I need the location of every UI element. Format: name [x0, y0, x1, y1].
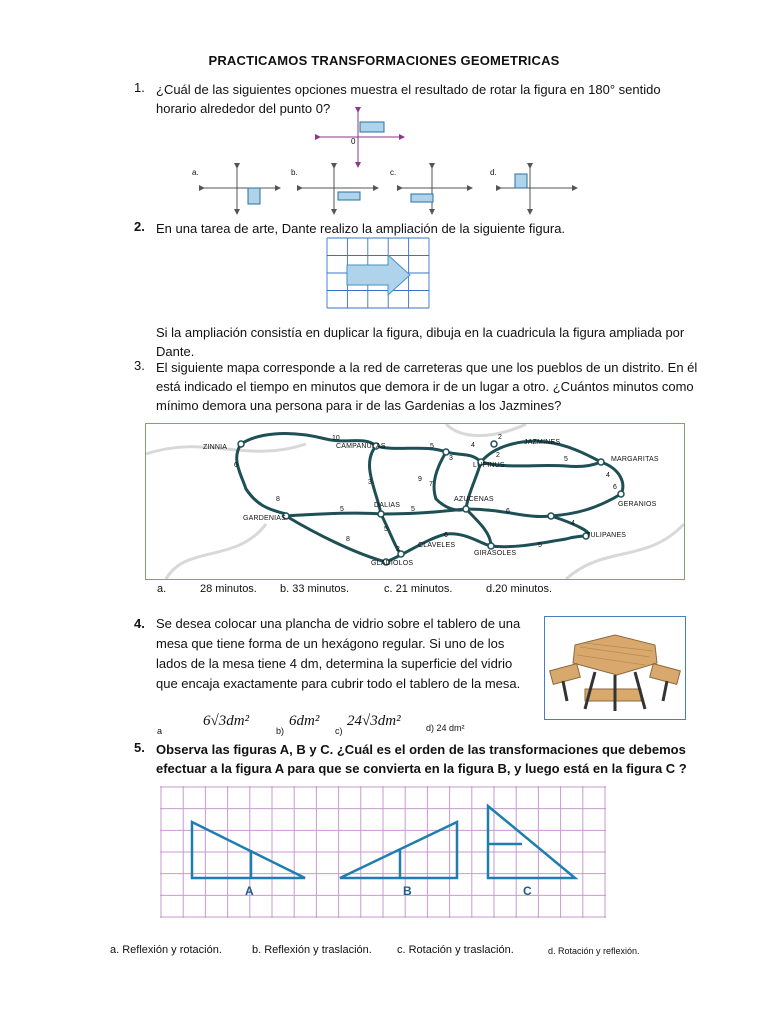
map-place-claveles: CLAVELES: [418, 542, 456, 549]
q5-option-c[interactable]: c. Rotación y traslación.: [397, 944, 514, 956]
q1-option-a-figure: [202, 166, 278, 212]
figure-c-triangle: [488, 806, 575, 878]
q3-number: 3.: [134, 358, 145, 373]
map-time: 8: [346, 536, 350, 543]
map-time: 5: [430, 443, 434, 450]
map-time: 3: [449, 455, 453, 462]
map-time: 5: [538, 542, 542, 549]
map-time: 4: [471, 442, 475, 449]
map-place-campanulas: CAMPANULAS: [336, 443, 386, 450]
q4-option-a[interactable]: a: [157, 726, 163, 736]
q5-number: 5.: [134, 740, 145, 755]
q2-number: 2.: [134, 219, 145, 234]
q4-option-b-value[interactable]: 6dm²: [289, 713, 320, 729]
map-time: 6: [613, 484, 617, 491]
q2-text: En una tarea de arte, Dante realizo la ampliación de la siguiente figura.: [156, 221, 566, 236]
q4-option-a-value[interactable]: 6√3dm²: [203, 713, 250, 729]
page-title: PRACTICAMOS TRANSFORMACIONES GEOMETRICAS: [208, 53, 560, 68]
q1-option-d-figure: [499, 166, 575, 212]
q4-option-c[interactable]: c): [335, 726, 343, 736]
figure-b-label: B: [403, 884, 412, 898]
map-time: 7: [429, 481, 433, 488]
map-time: 9: [418, 476, 422, 483]
map-place-geranios: GERANIOS: [618, 501, 657, 508]
map-time: 6: [234, 462, 238, 469]
map-place-jazmines: JAZMINES: [524, 439, 561, 446]
q1-option-d[interactable]: d.: [490, 168, 497, 177]
q2-instruction: Si la ampliación consistía en duplicar la figura, dibuja en la cuadricula la figura ampliada por Dante.: [156, 325, 685, 359]
map-time: 10: [332, 435, 340, 442]
map-place-lupinus: LUPINUS: [473, 462, 505, 469]
q3-map: [145, 423, 685, 580]
map-place-girasoles: GIRASOLES: [474, 550, 517, 557]
map-place-zinnia: ZINNIA: [203, 444, 228, 451]
map-place-dalias: DALIAS: [374, 502, 401, 509]
q1-main-rect: [360, 122, 384, 132]
q3-option-c[interactable]: c. 21 minutos.: [384, 583, 453, 595]
map-time: 5: [340, 506, 344, 513]
q5-text: Observa las figuras A, B y C. ¿Cuál es el orden de las transformaciones que debemos efectuar a la figura A para que se convierta en la figura B, y luego está en la figura C ?: [156, 742, 687, 776]
q2-arrow-shape: [347, 255, 410, 295]
map-place-gladiolos: GLADIOLOS: [371, 560, 414, 567]
q4-table-image: [544, 616, 686, 720]
q1-option-c[interactable]: c.: [390, 168, 397, 177]
q4-option-d[interactable]: d) 24 dm²: [426, 723, 465, 733]
q4-number: 4.: [134, 616, 145, 631]
map-time: 4: [606, 472, 610, 479]
map-time: 2: [396, 546, 400, 553]
q5-option-a[interactable]: a. Reflexión y rotación.: [110, 944, 222, 956]
map-time: 2: [498, 434, 502, 441]
q3-text: El siguiente mapa corresponde a la red de carreteras que une los pueblos de un distrito. En él está indicado el tiempo en minutos que demora ir de un lugar a otro. ¿Cuántos minutos como mínimo demora una persona para ir de las Gardenias a los Jazmines?: [156, 360, 698, 413]
q4-option-c-value[interactable]: 24√3dm²: [347, 713, 401, 729]
map-time: 2: [496, 452, 500, 459]
q1-figures: [0, 0, 768, 230]
q1-origin-label: 0: [351, 137, 356, 146]
map-time: 5: [564, 456, 568, 463]
map-time: 6: [444, 532, 448, 539]
q2-grid: [326, 237, 430, 309]
map-place-gardenias: GARDENIAS: [243, 515, 287, 522]
map-time: 8: [276, 496, 280, 503]
q1-option-a[interactable]: a.: [192, 168, 199, 177]
q1-option-b[interactable]: b.: [291, 168, 298, 177]
figure-c-label: C: [523, 884, 532, 898]
q1-option-c-figure: [400, 166, 470, 212]
figure-a-label: A: [245, 884, 254, 898]
map-place-margaritas: MARGARITAS: [611, 456, 659, 463]
map-time: 3: [368, 479, 372, 486]
map-time: 5: [411, 506, 415, 513]
map-place-azucenas: AZUCENAS: [454, 496, 494, 503]
q3-option-d[interactable]: d.20 minutos.: [486, 583, 553, 595]
map-place-tulipanes: TULIPANES: [586, 532, 627, 539]
q1-number: 1.: [134, 80, 145, 95]
q1-option-b-figure: [300, 166, 376, 212]
hexagon-table-picture: [545, 617, 685, 719]
q1-text: ¿Cuál de las siguientes opciones muestra el resultado de rotar la figura en 180° sentido horario alrededor del punto 0?: [156, 82, 661, 116]
q3-option-a[interactable]: a.: [157, 583, 167, 595]
q3-option-b[interactable]: b. 33 minutos.: [280, 583, 350, 595]
q1-main-axes: [318, 110, 402, 165]
q5-grid-figures: [160, 786, 606, 918]
map-time: 6: [506, 508, 510, 515]
q5-option-b[interactable]: b. Reflexión y traslación.: [252, 944, 372, 956]
map-time: 5: [384, 526, 388, 533]
q4-text: Se desea colocar una plancha de vidrio sobre el tablero de una mesa que tiene forma de un hexágono regular. Si uno de los lados de la mesa tiene 4 dm, determina la superficie del vidrio que encaja exactamente para cubrir todo el tablero de la mesa.: [156, 616, 521, 691]
q5-option-d[interactable]: d. Rotación y reflexión.: [548, 946, 640, 956]
map-time: 4: [571, 520, 575, 527]
q4-option-b[interactable]: b): [276, 726, 285, 736]
q3-option-a-text[interactable]: 28 minutos.: [200, 583, 257, 595]
